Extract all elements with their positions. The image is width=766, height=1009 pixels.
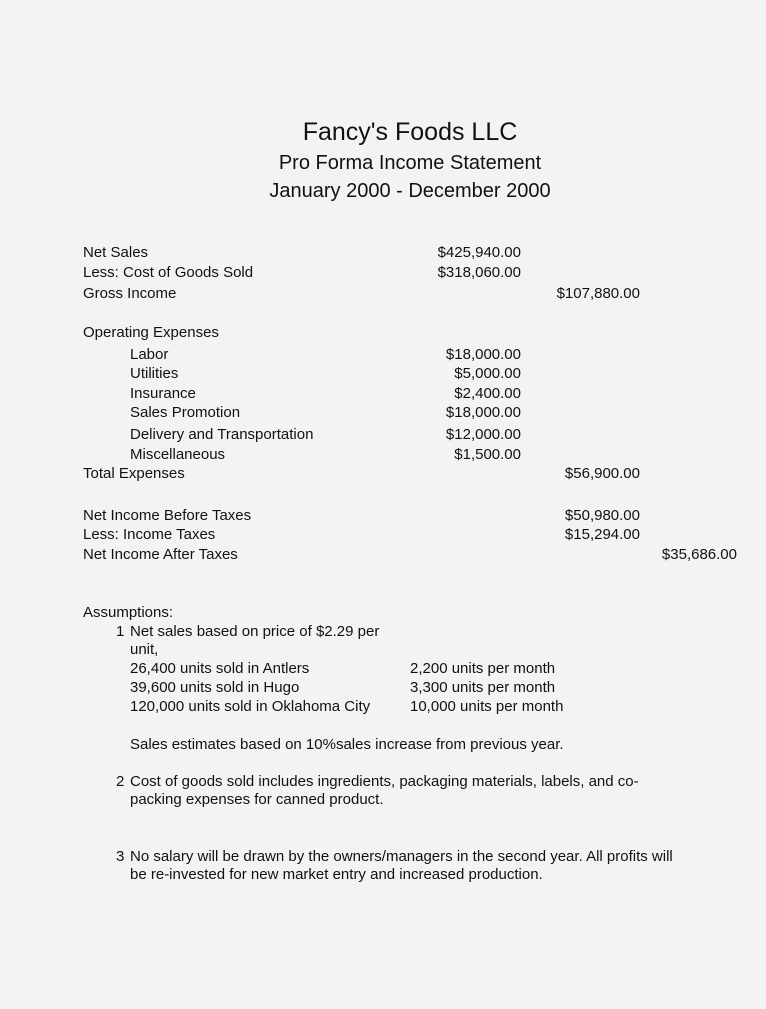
assumption-3-line: No salary will be drawn by the owners/managers in the second year. All profits will bbox=[130, 848, 673, 865]
net-income-before-taxes-value: $50,980.00 bbox=[564, 507, 640, 524]
units-per-month-hugo: 3,300 units per month bbox=[410, 679, 556, 696]
units-sold-hugo: 39,600 units sold in Hugo bbox=[130, 679, 300, 696]
expense-label: Miscellaneous bbox=[130, 446, 226, 463]
assumption-2-line: Cost of goods sold includes ingredients, packaging materials, labels, and co- bbox=[130, 773, 639, 790]
expense-value: $2,400.00 bbox=[454, 385, 521, 402]
expense-value: $18,000.00 bbox=[445, 346, 521, 363]
expense-value: $18,000.00 bbox=[445, 404, 521, 421]
expense-value: $1,500.00 bbox=[454, 446, 521, 463]
assumption-3-line: be re-invested for new market entry and increased production. bbox=[130, 866, 543, 883]
net-sales-label: Net Sales bbox=[83, 244, 149, 261]
assumption-1-line: Net sales based on price of $2.29 per bbox=[130, 623, 380, 640]
expense-value: $5,000.00 bbox=[454, 365, 521, 382]
units-per-month-oklahoma-city: 10,000 units per month bbox=[410, 698, 564, 715]
total-expenses-label: Total Expenses bbox=[83, 465, 185, 482]
assumption-2-number: 2 bbox=[116, 773, 125, 790]
expense-label: Labor bbox=[130, 346, 169, 363]
gross-income-value: $107,880.00 bbox=[556, 285, 640, 302]
assumption-1-line: unit, bbox=[130, 641, 159, 658]
assumption-2-line: packing expenses for canned product. bbox=[130, 791, 384, 808]
net-income-before-taxes-label: Net Income Before Taxes bbox=[83, 507, 252, 524]
expense-label: Sales Promotion bbox=[130, 404, 241, 421]
expense-value: $12,000.00 bbox=[445, 426, 521, 443]
income-taxes-label: Less: Income Taxes bbox=[83, 526, 216, 543]
cogs-value: $318,060.00 bbox=[437, 264, 521, 281]
units-per-month-antlers: 2,200 units per month bbox=[410, 660, 556, 677]
cogs-label: Less: Cost of Goods Sold bbox=[83, 264, 254, 281]
net-income-after-taxes-label: Net Income After Taxes bbox=[83, 546, 238, 563]
net-sales-value: $425,940.00 bbox=[437, 244, 521, 261]
assumption-1-number: 1 bbox=[116, 623, 125, 640]
units-sold-antlers: 26,400 units sold in Antlers bbox=[130, 660, 310, 677]
company-name: Fancy's Foods LLC bbox=[302, 118, 518, 146]
income-taxes-value: $15,294.00 bbox=[564, 526, 640, 543]
gross-income-label: Gross Income bbox=[83, 285, 177, 302]
expense-label: Delivery and Transportation bbox=[130, 426, 314, 443]
statement-period: January 2000 - December 2000 bbox=[269, 180, 551, 202]
assumptions-heading: Assumptions: bbox=[83, 604, 174, 621]
expense-label: Insurance bbox=[130, 385, 196, 402]
sales-estimate-note: Sales estimates based on 10%sales increase from previous year. bbox=[130, 736, 564, 753]
statement-title: Pro Forma Income Statement bbox=[278, 152, 542, 174]
operating-expenses-heading: Operating Expenses bbox=[83, 324, 219, 341]
assumption-3-number: 3 bbox=[116, 848, 125, 865]
net-income-after-taxes-value: $35,686.00 bbox=[661, 546, 737, 563]
units-sold-oklahoma-city: 120,000 units sold in Oklahoma City bbox=[130, 698, 371, 715]
total-expenses-value: $56,900.00 bbox=[564, 465, 640, 482]
expense-label: Utilities bbox=[130, 365, 179, 382]
